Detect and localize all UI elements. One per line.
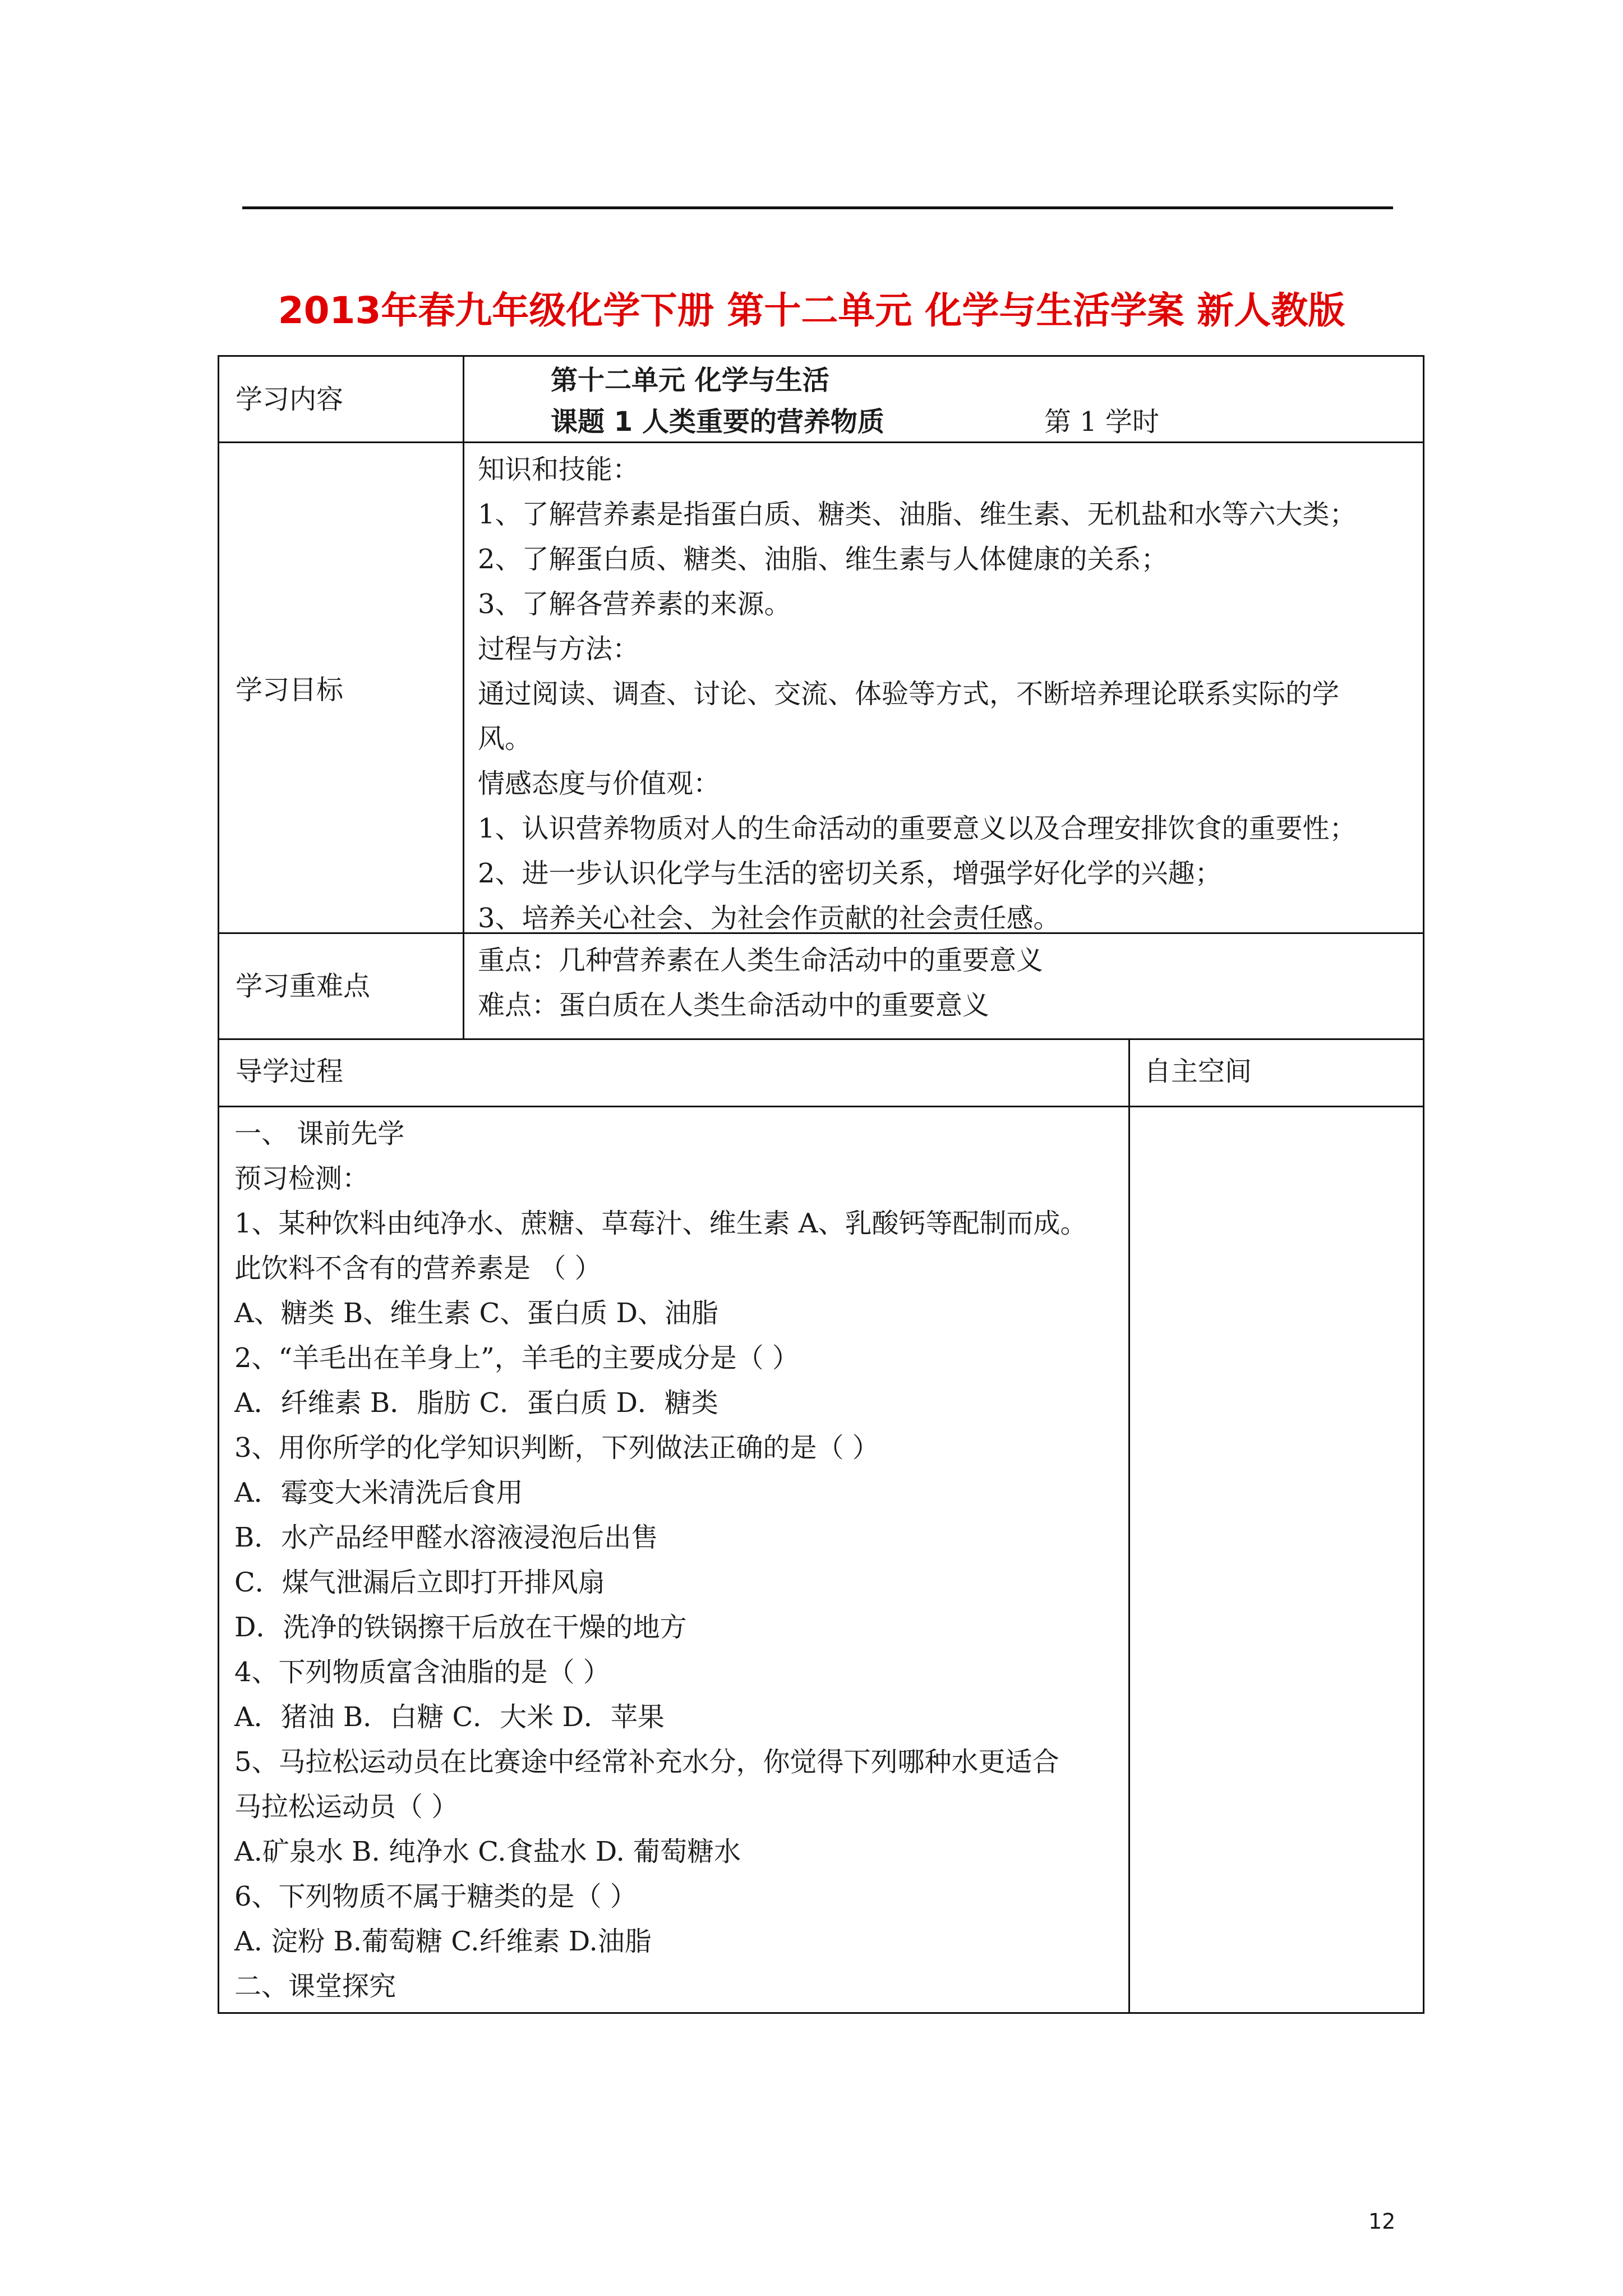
- row-divider: [218, 1038, 1424, 1040]
- goal-line: 3、了解各营养素的来源。: [478, 588, 791, 620]
- process-line: C．煤气泄漏后立即打开排风扇: [234, 1567, 605, 1598]
- process-line: A.矿泉水 B. 纯净水 C.食盐水 D. 葡萄糖水: [234, 1836, 741, 1867]
- process-line: D．洗净的铁锅擦干后放在干燥的地方: [234, 1612, 687, 1643]
- process-line: 5、马拉松运动员在比赛途中经常补充水分，你觉得下列哪种水更适合: [234, 1746, 1059, 1778]
- lesson-period: 第 1 学时: [1044, 406, 1160, 438]
- label-guided-process: 导学过程: [236, 1056, 344, 1087]
- process-line: 1、某种饮料由纯净水、蔗糖、草莓汁、维生素 A、乳酸钙等配制而成。: [234, 1208, 1087, 1239]
- document-title: 2013年春九年级化学下册 第十二单元 化学与生活学案 新人教版: [278, 289, 1345, 332]
- process-line: A. 淀粉 B.葡萄糖 C.纤维素 D.油脂: [234, 1926, 652, 1957]
- goal-line: 2、进一步认识化学与生活的密切关系，增强学好化学的兴趣；: [478, 858, 1222, 889]
- process-line: 二、课堂探究: [234, 1971, 396, 2002]
- label-study-content: 学习内容: [236, 384, 344, 415]
- process-line: A．霉变大米清洗后食用: [234, 1477, 523, 1508]
- unit-title: 第十二单元 化学与生活: [551, 365, 829, 396]
- goal-line: 3、培养关心社会、为社会作贡献的社会责任感。: [478, 903, 1061, 934]
- process-line: 马拉松运动员（ ）: [234, 1791, 459, 1823]
- page-number: 12: [1368, 2209, 1396, 2234]
- lesson-title: 课题 1 人类重要的营养物质: [551, 406, 884, 438]
- process-line: 2、“羊毛出在羊身上”，羊毛的主要成分是（ ）: [234, 1342, 799, 1374]
- goal-line: 知识和技能：: [478, 454, 640, 485]
- label-key-difficult-points: 学习重难点: [236, 970, 371, 1002]
- process-line: 一、 课前先学: [234, 1118, 405, 1149]
- row-divider: [218, 1106, 1424, 1107]
- goal-line: 风。: [478, 723, 532, 754]
- process-line: 预习检测：: [234, 1163, 370, 1194]
- header-rule: [242, 206, 1393, 209]
- label-notes-space: 自主空间: [1144, 1056, 1252, 1087]
- label-column-divider: [463, 355, 464, 1038]
- goal-line: 1、了解营养素是指蛋白质、糖类、油脂、维生素、无机盐和水等六大类；: [478, 499, 1357, 530]
- process-line: A．猪油 B．白糖 C．大米 D．苹果: [234, 1701, 665, 1733]
- process-line: 3、用你所学的化学知识判断，下列做法正确的是（ ）: [234, 1432, 879, 1464]
- process-line: 4、下列物质富含油脂的是（ ）: [234, 1657, 610, 1688]
- label-study-goals: 学习目标: [236, 674, 344, 706]
- difficult-point: 难点：蛋白质在人类生命活动中的重要意义: [478, 990, 990, 1021]
- notes-column-divider: [1128, 1038, 1130, 2014]
- process-line: A、糖类 B、维生素 C、蛋白质 D、油脂: [234, 1297, 718, 1329]
- key-point: 重点：几种营养素在人类生命活动中的重要意义: [478, 945, 1044, 976]
- goal-line: 过程与方法：: [478, 633, 640, 665]
- goal-line: 通过阅读、调查、讨论、交流、体验等方式，不断培养理论联系实际的学: [478, 678, 1340, 710]
- process-line: A．纤维素 B．脂肪 C．蛋白质 D．糖类: [234, 1387, 718, 1419]
- goal-line: 2、了解蛋白质、糖类、油脂、维生素与人体健康的关系；: [478, 544, 1168, 575]
- process-line: B．水产品经甲醛水溶液浸泡后出售: [234, 1522, 658, 1553]
- process-line: 此饮料不含有的营养素是 （ ）: [234, 1253, 602, 1284]
- process-line: 6、下列物质不属于糖类的是（ ）: [234, 1881, 637, 1912]
- goal-line: 1、认识营养物质对人的生命活动的重要意义以及合理安排饮食的重要性；: [478, 813, 1357, 844]
- goal-line: 情感态度与价值观：: [478, 768, 721, 799]
